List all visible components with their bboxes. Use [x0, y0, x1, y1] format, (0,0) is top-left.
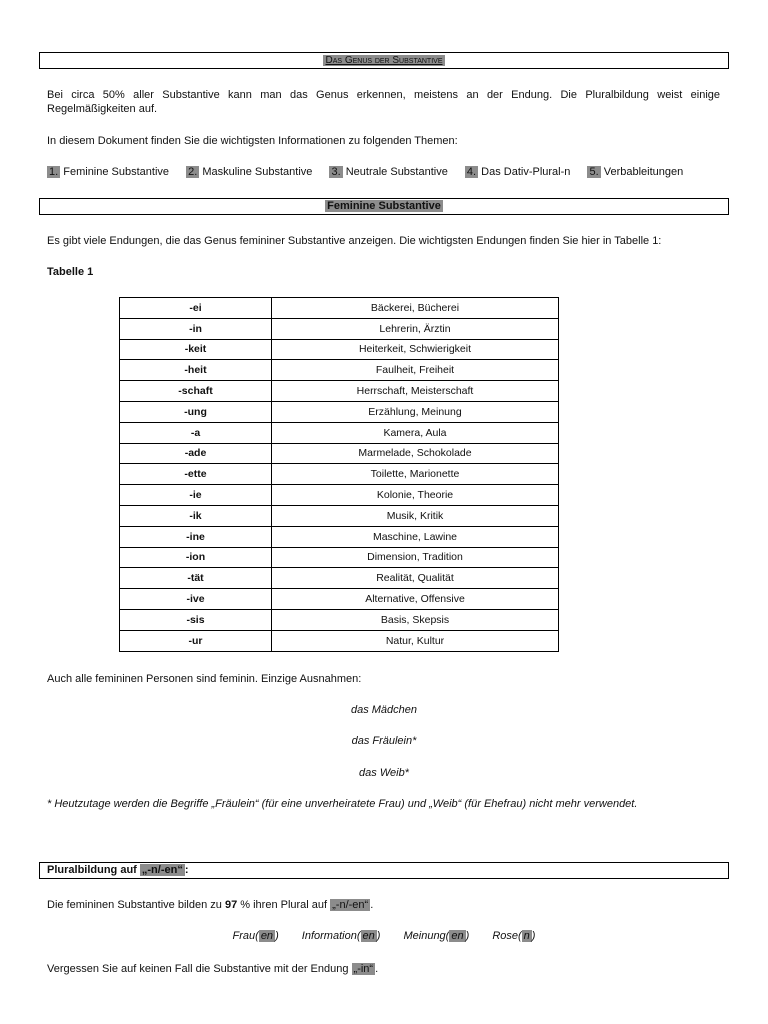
suffix-cell: -a [120, 422, 272, 443]
examples-cell: Kolonie, Theorie [272, 485, 559, 506]
examples-cell: Marmelade, Schokolade [272, 443, 559, 464]
table-row [120, 339, 559, 360]
section-feminine-header [39, 198, 729, 215]
suffix-cell: -ei [120, 298, 272, 319]
examples-cell: Dimension, Tradition [272, 547, 559, 568]
table-row [120, 505, 559, 526]
examples-cell: Basis, Skepsis [272, 609, 559, 630]
endings-table [119, 297, 559, 652]
plural-title-suffix: : [184, 864, 189, 876]
table-row [120, 422, 559, 443]
table-row [120, 298, 559, 319]
exception-item: das Weib* [359, 767, 409, 779]
exception-item: das Mädchen [350, 704, 418, 716]
table-row [120, 589, 559, 610]
examples-cell: Musik, Kritik [272, 505, 559, 526]
topic-item: 2. Maskuline Substantive [188, 166, 313, 178]
examples-cell: Lehrerin, Ärztin [272, 318, 559, 339]
exception-item: das Fräulein* [351, 735, 417, 747]
suffix-cell: -tät [120, 568, 272, 589]
suffix-cell: -keit [120, 339, 272, 360]
examples-cell: Faulheit, Freiheit [272, 360, 559, 381]
intro-paragraph: Bei circa 50% aller Substantive kann man das Genus erkennen, meistens an der Endung. Die Pluralbildung weist einige Regelmäßigkeiten auf. [47, 89, 720, 115]
examples-cell: Toilette, Marionette [272, 464, 559, 485]
table-row [120, 401, 559, 422]
examples-cell: Erzählung, Meinung [272, 401, 559, 422]
suffix-cell: -ine [120, 526, 272, 547]
suffix-cell: -ive [120, 589, 272, 610]
table-row [120, 318, 559, 339]
suffix-cell: -sis [120, 609, 272, 630]
table-row [120, 443, 559, 464]
suffix-cell: -ade [120, 443, 272, 464]
table-row [120, 630, 559, 651]
topic-item: 1. Feminine Substantive [49, 166, 170, 178]
suffix-cell: -in [120, 318, 272, 339]
suffix-cell: -ette [120, 464, 272, 485]
examples-cell: Natur, Kultur [272, 630, 559, 651]
table-row [120, 568, 559, 589]
table-row [120, 609, 559, 630]
topic-item: 5. Verbableitungen [589, 166, 684, 178]
examples-cell: Bäckerei, Bücherei [272, 298, 559, 319]
topic-item: 3. Neutrale Substantive [331, 166, 448, 178]
percent-value: 97 [224, 899, 238, 911]
plural-examples [0, 930, 768, 942]
feminine-intro: Es gibt viele Endungen, die das Genus femininer Substantive anzeigen. Die wichtigsten Endungen finden Sie hier in Tabelle 1: [47, 235, 662, 247]
footnote: * Heutzutage werden die Begriffe „Fräulein“ (für eine unverheiratete Frau) und „Weib“ (für Ehefrau) nicht mehr verwendet. [47, 798, 638, 810]
table-row [120, 547, 559, 568]
persons-text: Auch alle femininen Personen sind feminin. Einzige Ausnahmen: [47, 673, 362, 685]
suffix-cell: -schaft [120, 381, 272, 402]
suffix-cell: -ie [120, 485, 272, 506]
section-plural-header [39, 862, 729, 879]
section-feminine-title: Feminine Substantive [327, 200, 441, 212]
suffix-cell: -ion [120, 547, 272, 568]
table-row [120, 485, 559, 506]
in-ending-highlight: „-in“ [353, 963, 374, 975]
table-row [120, 526, 559, 547]
plural-ending-highlight: „-n/-en“ [332, 899, 369, 911]
examples-cell: Kamera, Aula [272, 422, 559, 443]
plural-example: Frau( en ) [232, 930, 279, 942]
examples-cell: Alternative, Offensive [272, 589, 559, 610]
examples-cell: Herrschaft, Meisterschaft [272, 381, 559, 402]
table-row [120, 381, 559, 402]
suffix-cell: -ur [120, 630, 272, 651]
plural-title-highlight: „-n/-en“ [141, 864, 183, 876]
plural-example: Rose( n ) [492, 930, 536, 942]
plural-example: Information( en ) [301, 930, 381, 942]
examples-cell: Realität, Qualität [272, 568, 559, 589]
table-row [120, 464, 559, 485]
document-title: Das Genus der Substantive [325, 55, 443, 66]
examples-cell: Heiterkeit, Schwierigkeit [272, 339, 559, 360]
suffix-cell: -ung [120, 401, 272, 422]
table-label: Tabelle 1 [47, 266, 94, 278]
plural-reminder-text: Vergessen Sie auf keinen Fall die Substantive mit der Endung „-in“ . [47, 963, 379, 975]
topic-list [47, 166, 697, 178]
plural-example: Meinung( en ) [403, 930, 470, 942]
suffix-cell: -ik [120, 505, 272, 526]
plural-rule-text: Die femininen Substantive bilden zu 97 % ihren Plural auf „-n/-en“ . [47, 899, 374, 911]
table-row [120, 360, 559, 381]
document-title-box [39, 52, 729, 69]
examples-cell: Maschine, Lawine [272, 526, 559, 547]
topic-item: 4. Das Dativ-Plural-n [466, 166, 571, 178]
plural-title-prefix: Pluralbildung auf [47, 864, 140, 876]
topics-intro: In diesem Dokument finden Sie die wichtigsten Informationen zu folgenden Themen: [47, 135, 458, 147]
suffix-cell: -heit [120, 360, 272, 381]
